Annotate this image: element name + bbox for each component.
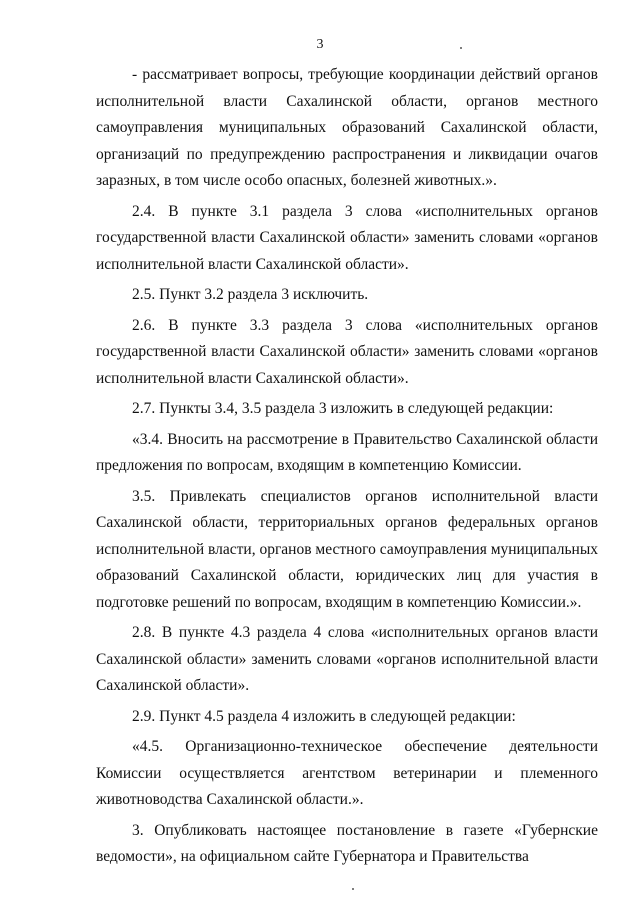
- paragraph: 2.4. В пункте 3.1 раздела 3 слова «исполнительных органов государственной власти Сахалинской области» заменить словами «органов исполнительной власти Сахалинской области».: [96, 202, 598, 273]
- paragraph: «3.4. Вносить на рассмотрение в Правительство Сахалинской области предложения по вопросам, входящим в компетенцию Комиссии.: [96, 430, 598, 474]
- page-number: 3: [316, 37, 324, 52]
- scan-speck: [352, 888, 354, 890]
- paragraph: 2.8. В пункте 4.3 раздела 4 слова «исполнительных органов власти Сахалинской области» заменить словами «органов исполнительной власти Сахалинской области».: [96, 624, 598, 694]
- paragraph: - рассматривает вопросы, требующие координации действий органов исполнительной власти Сахалинской области, органов местного самоуправления муниципальных образований Сахалинской области, организаций по предупреждению распространения и ликвидации очагов заразных, в том числе особо опасных, болезней животных.».: [96, 66, 598, 189]
- paragraph: 2.5. Пункт 3.2 раздела 3 исключить.: [132, 286, 369, 303]
- document-body: [96, 62, 598, 875]
- scan-speck: [460, 47, 462, 49]
- paragraph: 3. Опубликовать настоящее постановление в газете «Губернские ведомости», на официальном сайте Губернатора и Правительства: [96, 821, 598, 865]
- paragraph: «4.5. Организационно-техническое обеспечение деятельности Комиссии осуществляется агентством ветеринарии и племенного животноводства Сахалинской области.».: [96, 738, 598, 808]
- paragraph: 2.9. Пункт 4.5 раздела 4 изложить в следующей редакции:: [132, 707, 516, 725]
- paragraph: 3.5. Привлекать специалистов органов исполнительной власти Сахалинской области, территориальных органов федеральных органов исполнительной власти, органов местного самоуправления муниципальных образований Сахалинской области, юридических лиц для участия в подготовке решений по вопросам, входящим в компетенцию Комиссии.».: [96, 487, 599, 611]
- paragraph: 2.6. В пункте 3.3 раздела 3 слова «исполнительных органов государственной власти Сахалинской области» заменить словами «органов исполнительной власти Сахалинской области».: [96, 316, 598, 387]
- paragraph: 2.7. Пункты 3.4, 3.5 раздела 3 изложить в следующей редакции:: [132, 400, 554, 417]
